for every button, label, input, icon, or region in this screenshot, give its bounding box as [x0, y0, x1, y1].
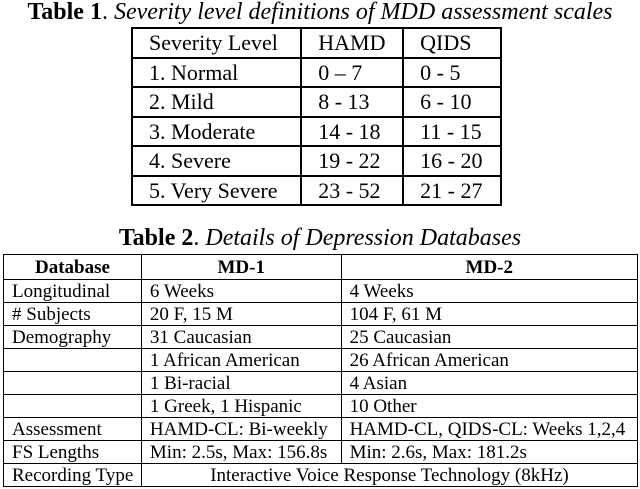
table-row	[4, 372, 638, 395]
table-cell: HAMD-CL: Bi-weekly	[141, 418, 341, 441]
table-cell	[4, 349, 142, 372]
table-cell: 1 African American	[141, 349, 341, 372]
table-cell: HAMD-CL, QIDS-CL: Weeks 1,2,4	[341, 418, 637, 441]
table-cell	[4, 395, 142, 418]
table-cell: Longitudinal	[4, 280, 142, 303]
table-cell: 14 - 18	[301, 117, 403, 147]
table-cell: 0 - 5	[403, 58, 501, 88]
table-cell: 4. Severe	[132, 146, 301, 176]
table-cell: Demography	[4, 326, 142, 349]
table2-caption: Table 2. Details of Depression Databases	[118, 225, 522, 251]
table-cell: # Subjects	[4, 303, 142, 326]
table-header-row	[132, 28, 501, 58]
header-cell: QIDS	[403, 28, 501, 58]
table-cell: 4 Weeks	[341, 280, 637, 303]
table-row	[4, 464, 638, 487]
table-cell: FS Lengths	[4, 441, 142, 464]
table-cell: 104 F, 61 M	[341, 303, 637, 326]
table-cell: Interactive Voice Response Technology (8kHz)	[141, 464, 637, 487]
table-cell: 31 Caucasian	[141, 326, 341, 349]
table-row	[132, 58, 501, 88]
table-row	[132, 87, 501, 117]
table2-caption-label: Table 2	[118, 225, 194, 251]
table-row	[132, 176, 501, 206]
table1-caption: Table 1. Severity level definitions of MDD assessment scales	[27, 0, 613, 25]
table-cell: Recording Type	[4, 464, 142, 487]
table-cell: 6 - 10	[403, 87, 501, 117]
header-cell: HAMD	[301, 28, 403, 58]
table-cell: 8 - 13	[301, 87, 403, 117]
table-cell	[4, 372, 142, 395]
table-row	[4, 441, 638, 464]
databases-table	[3, 254, 638, 487]
table-row	[4, 280, 638, 303]
table-cell: 6 Weeks	[141, 280, 341, 303]
table1-caption-label: Table 1	[27, 0, 102, 25]
header-cell: Database	[4, 255, 142, 280]
table-cell: Assessment	[4, 418, 142, 441]
table-cell: 11 - 15	[403, 117, 501, 147]
header-cell: Severity Level	[132, 28, 301, 58]
table-cell: 20 F, 15 M	[141, 303, 341, 326]
table-row	[132, 146, 501, 176]
table-cell: 2. Mild	[132, 87, 301, 117]
table-cell: 0 – 7	[301, 58, 403, 88]
table-cell: 4 Asian	[341, 372, 637, 395]
table-cell: 19 - 22	[301, 146, 403, 176]
table-row	[4, 395, 638, 418]
table-row	[132, 117, 501, 147]
table-row	[4, 349, 638, 372]
table-cell: 23 - 52	[301, 176, 403, 206]
table1-caption-title: Severity level definitions of MDD assessment scales	[113, 0, 613, 25]
table-cell: 1 Greek, 1 Hispanic	[141, 395, 341, 418]
table-cell: 3. Moderate	[132, 117, 301, 147]
table-cell: 10 Other	[341, 395, 637, 418]
table-cell: 16 - 20	[403, 146, 501, 176]
severity-table	[131, 27, 502, 206]
table-header-row	[4, 255, 638, 280]
header-cell: MD-1	[141, 255, 341, 280]
header-cell: MD-2	[341, 255, 637, 280]
table-row	[4, 326, 638, 349]
table-cell: 1 Bi-racial	[141, 372, 341, 395]
table-cell: Min: 2.5s, Max: 156.8s	[141, 441, 341, 464]
table-cell: Min: 2.6s, Max: 181.2s	[341, 441, 637, 464]
table-cell: 26 African American	[341, 349, 637, 372]
table-cell: 21 - 27	[403, 176, 501, 206]
table-cell: 5. Very Severe	[132, 176, 301, 206]
table2-caption-title: Details of Depression Databases	[205, 225, 522, 251]
table-cell: 25 Caucasian	[341, 326, 637, 349]
table-row	[4, 303, 638, 326]
table-row	[4, 418, 638, 441]
table-cell: 1. Normal	[132, 58, 301, 88]
